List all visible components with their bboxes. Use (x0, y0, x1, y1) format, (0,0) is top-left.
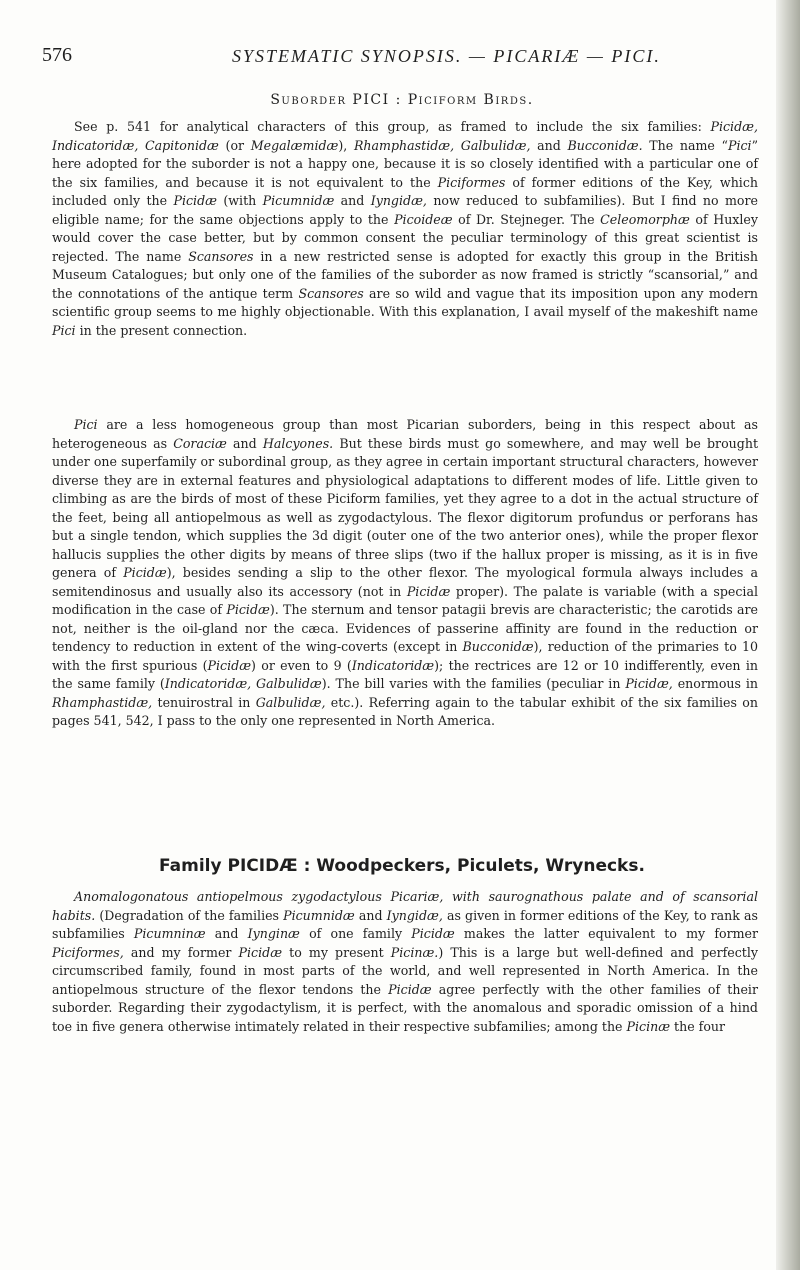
paragraph-family-picidae: Anomalogonatous antiopelmous zygodactylous Picariæ, with saurognathous palate and of scansorial habits. (Degradation of the families Picumnidæ and Iyngidæ, as given in former editions of the Key, to rank as subfamilies Picumninæ and Iynginæ of one family Picidæ makes the latter equivalent to my former Piciformes, and my former Picidæ to my present Picinæ.) This is a large but well-defined and perfectly circumscribed family, found in most parts of the world, and well represented in North America. In the antiopelmous structure of the flexor tendons the Picidæ agree perfectly with the other families of their suborder. Regarding their zygodactylism, it is perfect, with the anomalous and sporadic omission of a hind toe in five genera otherwise intimately related in their respective subfamilies; among the Picinæ the four (52, 889, 759, 1034)
paragraph-pici-characters: Pici are a less homogeneous group than most Picarian suborders, being in this respect about as heterogeneous as Coraciæ and Halcyones. But these birds must go somewhere, and may well be brought under one superfamily or subordinal group, as they agree in certain important structural characters, however diverse they are in external features and physiological adaptations to different modes of life. Little given to climbing as are the birds of most of these Piciform families, yet they agree to a dot in the actual structure of the feet, being all antiopelmous as well as zygodactylous. The flexor digitorum profundus or perforans has but a single tendon, which supplies the 3d digit (outer one of the two anterior ones), while the proper flexor hallucis supplies the other digits by means of three slips (two if the hallux proper is missing, as it is in five genera of Picidæ), besides sending a slip to the other flexor. The myological formula always includes a semitendinosus and usually also its accessory (not in Picidæ proper). The palate is variable (with a special modification in the case of Picidæ). The sternum and tensor patagii brevis are characteristic; the carotids are not, neither is the oil-gland nor the cæca. Evidences of passerine affinity are found in the reduction or tendency to reduction in extent of the wing-coverts (except in Bucconidæ), reduction of the primaries to 10 with the first spurious (Picidæ) or even to 9 (Indicatoridæ); the rectrices are 12 or 10 indifferently, even in the same family (Indicatoridæ, Galbulidæ). The bill varies with the families (peculiar in Picidæ, enormous in Rhamphastidæ, tenuirostral in Galbulidæ, etc.). Referring again to the tabular exhibit of the six families on pages 541, 542, I pass to the only one represented in North America. (52, 417, 759, 728)
page-number: 576 (42, 44, 72, 66)
running-head (42, 44, 762, 74)
suborder-heading: Suborder PICI : Piciform Birds. (270, 92, 534, 108)
family-heading: Family PICIDÆ : Woodpeckers, Piculets, Wrynecks. (159, 856, 645, 876)
paragraph-suborder-pici: See p. 541 for analytical characters of this group, as framed to include the six families: Picidæ, Indicatoridæ, Capitonidæ (or Megalæmidæ), Rhamphastidæ, Galbulidæ, and Bucconidæ. The name “Pici” here adopted for the suborder is not a happy one, because it is so closely identified with a particular one of the six families, and because it is not equivalent to the Piciformes of former editions of the Key, which included only the Picidæ (with Picumnidæ and Iyngidæ, now reduced to subfamilies). But I find no more eligible name; for the same objections apply to the Picoideæ of Dr. Stejneger. The Celeomorphæ of Huxley would cover the case better, but by common consent the peculiar terminology of this great scientist is rejected. The name Scansores in a new restricted sense is adopted for exactly this group in the British Museum Catalogues; but only one of the families of the suborder as now framed is strictly “scansorial,” and the connotations of the antique term Scansores are so wild and vague that its imposition upon any modern scientific group seems to me highly objectionable. With this explanation, I avail myself of the makeshift name Pici in the present connection. (52, 119, 759, 338)
running-title: SYSTEMATIC SYNOPSIS. — PICARIÆ — PICI. (232, 46, 661, 66)
page-spine-shadow (776, 0, 800, 1270)
